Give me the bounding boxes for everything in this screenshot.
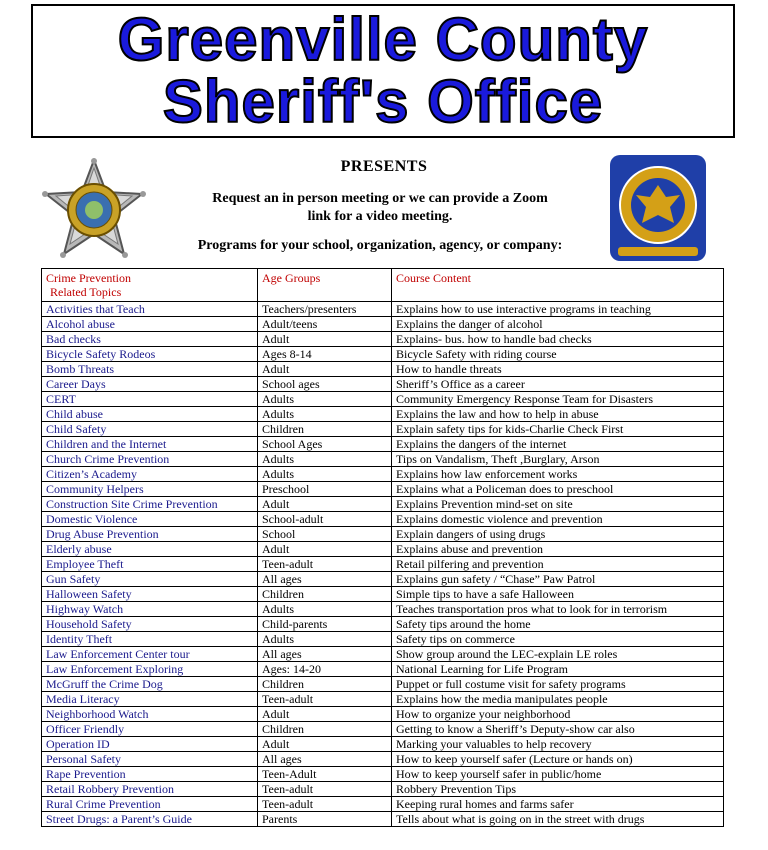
meeting-request-text: Request an in person meeting or we can provide a Zoom link for a video meeting. <box>212 191 548 224</box>
topic-header-line-2: Related Topics <box>50 285 122 299</box>
age-cell: Preschool <box>258 482 392 497</box>
content-cell: Tells about what is going on in the street with drugs <box>392 812 724 827</box>
content-cell: Explains how law enforcement works <box>392 467 724 482</box>
age-cell: School-adult <box>258 512 392 527</box>
age-cell: Adults <box>258 392 392 407</box>
content-cell: Explains how to use interactive programs in teaching <box>392 302 724 317</box>
table-header-row <box>42 269 724 302</box>
content-cell: How to organize your neighborhood <box>392 707 724 722</box>
age-cell: Adults <box>258 602 392 617</box>
table-row <box>42 482 724 497</box>
topic-cell: Alcohol abuse <box>42 317 258 332</box>
age-cell: School <box>258 527 392 542</box>
age-cell: Children <box>258 722 392 737</box>
content-cell: Explains the law and how to help in abuse <box>392 407 724 422</box>
content-cell: Community Emergency Response Team for Disasters <box>392 392 724 407</box>
content-cell: Explains domestic violence and prevention <box>392 512 724 527</box>
topic-cell: Household Safety <box>42 617 258 632</box>
age-cell: Ages: 14-20 <box>258 662 392 677</box>
table-row <box>42 527 724 542</box>
topic-cell: Elderly abuse <box>42 542 258 557</box>
topic-cell: Bad checks <box>42 332 258 347</box>
table-row <box>42 587 724 602</box>
content-cell: National Learning for Life Program <box>392 662 724 677</box>
topic-cell: Career Days <box>42 377 258 392</box>
content-cell: How to keep yourself safer in public/home <box>392 767 724 782</box>
topic-cell: CERT <box>42 392 258 407</box>
age-cell: Children <box>258 422 392 437</box>
programs-intro: Programs for your school, organization, agency, or company: <box>197 238 563 253</box>
age-column-header: Age Groups <box>258 269 392 302</box>
age-cell: Adult <box>258 497 392 512</box>
table-row <box>42 752 724 767</box>
age-cell: Adults <box>258 452 392 467</box>
table-row <box>42 452 724 467</box>
topic-cell: Drug Abuse Prevention <box>42 527 258 542</box>
topic-cell: Halloween Safety <box>42 587 258 602</box>
age-cell: Adults <box>258 632 392 647</box>
table-row <box>42 782 724 797</box>
content-cell: Marking your valuables to help recovery <box>392 737 724 752</box>
age-cell: All ages <box>258 572 392 587</box>
topic-cell: Officer Friendly <box>42 722 258 737</box>
content-cell: Safety tips around the home <box>392 617 724 632</box>
topic-cell: Community Helpers <box>42 482 258 497</box>
table-row <box>42 677 724 692</box>
table-row <box>42 722 724 737</box>
age-cell: Ages 8-14 <box>258 347 392 362</box>
content-cell: Robbery Prevention Tips <box>392 782 724 797</box>
table-row <box>42 617 724 632</box>
presents-heading: PRESENTS <box>340 158 428 175</box>
content-cell: Explains the dangers of the internet <box>392 437 724 452</box>
age-cell: Teen-adult <box>258 557 392 572</box>
table-row <box>42 692 724 707</box>
age-cell: Teen-adult <box>258 692 392 707</box>
age-cell: Adult/teens <box>258 317 392 332</box>
table-row <box>42 362 724 377</box>
table-row <box>42 317 724 332</box>
topic-cell: Neighborhood Watch <box>42 707 258 722</box>
age-cell: Adult <box>258 332 392 347</box>
content-cell: Explains Prevention mind-set on site <box>392 497 724 512</box>
content-cell: Safety tips on commerce <box>392 632 724 647</box>
topic-cell: Construction Site Crime Prevention <box>42 497 258 512</box>
content-cell: Sheriff’s Office as a career <box>392 377 724 392</box>
content-column-header: Course Content <box>392 269 724 302</box>
content-cell: How to handle threats <box>392 362 724 377</box>
topic-cell: Gun Safety <box>42 572 258 587</box>
content-cell: Explains how the media manipulates people <box>392 692 724 707</box>
table-row <box>42 437 724 452</box>
table-row <box>42 347 724 362</box>
age-cell: Teen-Adult <box>258 767 392 782</box>
topic-cell: Identity Theft <box>42 632 258 647</box>
age-cell: Adult <box>258 737 392 752</box>
topic-cell: Child abuse <box>42 407 258 422</box>
age-cell: Children <box>258 677 392 692</box>
content-cell: Tips on Vandalism, Theft ,Burglary, Arson <box>392 452 724 467</box>
table-row <box>42 572 724 587</box>
table-row <box>42 557 724 572</box>
topic-cell: Rural Crime Prevention <box>42 797 258 812</box>
content-cell: Explains the danger of alcohol <box>392 317 724 332</box>
title-banner <box>31 4 735 138</box>
age-cell: Adults <box>258 407 392 422</box>
age-cell: Adult <box>258 362 392 377</box>
age-cell: Adult <box>258 542 392 557</box>
table-row <box>42 407 724 422</box>
topic-cell: Citizen’s Academy <box>42 467 258 482</box>
topic-cell: Retail Robbery Prevention <box>42 782 258 797</box>
topic-cell: Personal Safety <box>42 752 258 767</box>
table-row <box>42 632 724 647</box>
table-row <box>42 422 724 437</box>
content-cell: Show group around the LEC-explain LE roles <box>392 647 724 662</box>
table-row <box>42 332 724 347</box>
table-row <box>42 797 724 812</box>
age-cell: All ages <box>258 647 392 662</box>
topic-cell: Media Literacy <box>42 692 258 707</box>
content-cell: Puppet or full costume visit for safety programs <box>392 677 724 692</box>
age-cell: Adult <box>258 707 392 722</box>
content-cell: Keeping rural homes and farms safer <box>392 797 724 812</box>
age-cell: All ages <box>258 752 392 767</box>
topic-cell: Church Crime Prevention <box>42 452 258 467</box>
content-cell: Explains what a Policeman does to preschool <box>392 482 724 497</box>
content-cell: Explain dangers of using drugs <box>392 527 724 542</box>
table-row <box>42 392 724 407</box>
title-line-2: Sheriff's Office <box>162 68 604 135</box>
age-cell: Children <box>258 587 392 602</box>
topic-cell: Domestic Violence <box>42 512 258 527</box>
topic-cell: Children and the Internet <box>42 437 258 452</box>
table-row <box>42 647 724 662</box>
table-row <box>42 602 724 617</box>
age-cell: School Ages <box>258 437 392 452</box>
age-cell: Child-parents <box>258 617 392 632</box>
table-row <box>42 662 724 677</box>
topic-cell: Law Enforcement Center tour <box>42 647 258 662</box>
table-row <box>42 737 724 752</box>
age-cell: Parents <box>258 812 392 827</box>
age-cell: Teachers/presenters <box>258 302 392 317</box>
table-row <box>42 377 724 392</box>
content-cell: Explains abuse and prevention <box>392 542 724 557</box>
programs-table <box>41 268 724 827</box>
content-cell: Explains- bus. how to handle bad checks <box>392 332 724 347</box>
table-row <box>42 707 724 722</box>
topic-cell: Bicycle Safety Rodeos <box>42 347 258 362</box>
content-cell: Getting to know a Sheriff’s Deputy-show car also <box>392 722 724 737</box>
topic-cell: Child Safety <box>42 422 258 437</box>
content-cell: Retail pilfering and prevention <box>392 557 724 572</box>
content-cell: How to keep yourself safer (Lecture or hands on) <box>392 752 724 767</box>
table-row <box>42 467 724 482</box>
table-row <box>42 302 724 317</box>
topic-cell: Operation ID <box>42 737 258 752</box>
table-row <box>42 542 724 557</box>
topic-cell: Bomb Threats <box>42 362 258 377</box>
content-cell: Simple tips to have a safe Halloween <box>392 587 724 602</box>
table-row <box>42 767 724 782</box>
content-cell: Explains gun safety / “Chase” Paw Patrol <box>392 572 724 587</box>
table-row <box>42 512 724 527</box>
title-line-1: Greenville County <box>117 6 649 73</box>
age-cell: Adults <box>258 467 392 482</box>
table-row <box>42 497 724 512</box>
topic-cell: McGruff the Crime Dog <box>42 677 258 692</box>
content-cell: Teaches transportation pros what to look for in terrorism <box>392 602 724 617</box>
age-cell: School ages <box>258 377 392 392</box>
table-row <box>42 812 724 827</box>
content-cell: Explain safety tips for kids-Charlie Check First <box>392 422 724 437</box>
topic-header-line-1: Crime Prevention <box>46 271 131 285</box>
topic-cell: Highway Watch <box>42 602 258 617</box>
topic-cell: Law Enforcement Exploring <box>42 662 258 677</box>
topic-cell: Street Drugs: a Parent’s Guide <box>42 812 258 827</box>
topic-cell: Rape Prevention <box>42 767 258 782</box>
topic-cell: Activities that Teach <box>42 302 258 317</box>
age-cell: Teen-adult <box>258 797 392 812</box>
topic-cell: Employee Theft <box>42 557 258 572</box>
age-cell: Teen-adult <box>258 782 392 797</box>
topic-column-header <box>42 269 258 302</box>
content-cell: Bicycle Safety with riding course <box>392 347 724 362</box>
